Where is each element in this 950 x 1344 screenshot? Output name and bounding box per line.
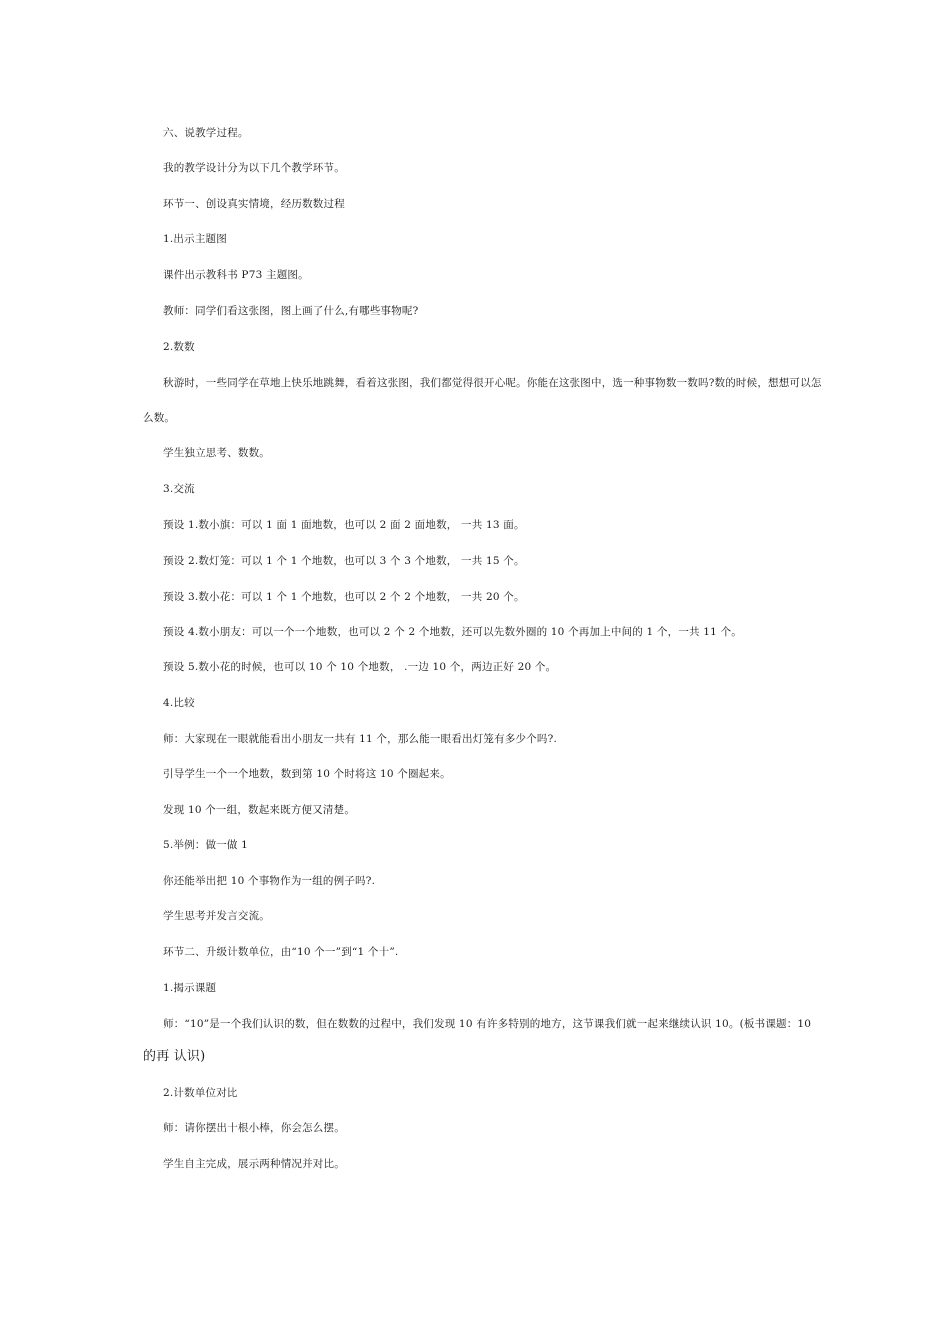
preset-item: 预设 4.数小朋友：可以一个一个地数，也可以 2 个 2 个地数，还可以先数外圈的 10 个再加上中间的 1 个，一共 11 个。 [163, 626, 742, 638]
paragraph: 学生独立思考、数数。 [163, 447, 270, 459]
stage-heading-2: 环节二、升级计数单位，由“10 个一”到“1 个十”. [163, 946, 399, 958]
step-heading: 2.计数单位对比 [163, 1087, 238, 1099]
step-heading: 1.揭示课题 [163, 982, 217, 994]
preset-item: 预设 3.数小花：可以 1 个 1 个地数，也可以 2 个 2 个地数， 一共 20 个。 [163, 591, 525, 603]
paragraph: 课件出示教科书 P73 主题图。 [163, 269, 309, 281]
stage-heading-1: 环节一、创设真实情境，经历数数过程 [163, 198, 345, 210]
step-heading: 1.出示主题图 [163, 233, 227, 245]
preset-item: 预设 2.数灯笼：可以 1 个 1 个地数，也可以 3 个 3 个地数， 一共 15 个。 [163, 555, 525, 567]
paragraph: 学生思考并发言交流。 [163, 910, 270, 922]
paragraph: 引导学生一个一个地数，数到第 10 个时将这 10 个圈起来。 [163, 768, 451, 780]
step-heading: 3.交流 [163, 483, 195, 495]
paragraph: 发现 10 个一组，数起来既方便又清楚。 [163, 804, 356, 816]
paragraph: 师：“10”是一个我们认识的数，但在数数的过程中，我们发现 10 有许多特别的地方，这节课我们就一起来继续认识 10。(板书课题：10 [163, 1018, 812, 1030]
paragraph: 我的教学设计分为以下几个教学环节。 [163, 162, 345, 174]
paragraph: 教师：同学们看这张图，图上画了什么,有哪些事物呢? [163, 305, 419, 317]
preset-item: 预设 1.数小旗：可以 1 面 1 面地数，也可以 2 面 2 面地数， 一共 13 面。 [163, 519, 525, 531]
section-heading-teaching-process: 六、说教学过程。 [163, 127, 249, 139]
paragraph: 师：大家现在一眼就能看出小朋友一共有 11 个，那么能一眼看出灯笼有多少个吗?. [163, 733, 558, 745]
preset-item: 预设 5.数小花的时候，也可以 10 个 10 个地数， .一边 10 个，两边正好 20 个。 [163, 661, 557, 673]
paragraph-continuation: 么数。 [143, 412, 176, 424]
step-heading: 4.比较 [163, 697, 195, 709]
paragraph: 你还能举出把 10 个事物作为一组的例子吗?. [163, 875, 376, 887]
paragraph: 师：请你摆出十根小棒，你会怎么摆。 [163, 1122, 345, 1134]
step-heading: 5.举例：做一做 1 [163, 839, 249, 851]
paragraph: 秋游时，一些同学在草地上快乐地跳舞，看着这张图，我们都觉得很开心呢。你能在这张图中，选一种事物数一数吗?数的时候，想想可以怎 [163, 377, 822, 389]
paragraph: 学生自主完成，展示两种情况并对比。 [163, 1158, 345, 1170]
step-heading: 2.数数 [163, 341, 195, 353]
paragraph-continuation: 的再 认识) [143, 1049, 206, 1064]
